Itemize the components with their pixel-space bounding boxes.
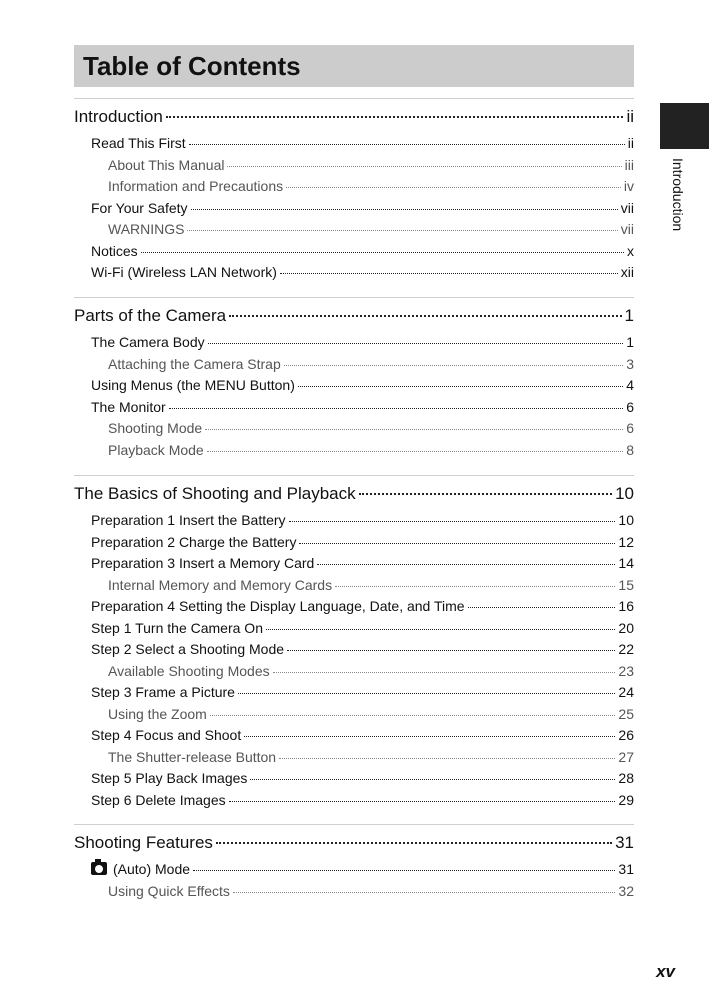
toc-entry-label (108, 706, 207, 722)
dot-leader (193, 870, 615, 871)
dot-leader (468, 607, 616, 608)
toc-entry-text: Using the Zoom (108, 705, 207, 722)
dot-leader (233, 892, 616, 893)
toc-entry-page: 25 (618, 705, 634, 722)
section-divider (74, 297, 634, 298)
toc-entry-page: 15 (618, 576, 634, 593)
toc-entry-page: 16 (618, 598, 634, 614)
toc-entry-label (91, 555, 314, 571)
dot-leader (298, 386, 623, 387)
toc-entry-text: Step 1 Turn the Camera On (91, 619, 263, 636)
toc-entry-text: Step 3 Frame a Picture (91, 684, 235, 700)
toc-entry-label (108, 356, 281, 372)
dot-leader (299, 543, 615, 544)
toc-entry-text: For Your Safety (91, 199, 188, 216)
dot-leader (191, 209, 618, 210)
toc-entry-text: Internal Memory and Memory Cards (108, 576, 333, 593)
toc-entry-text: Introduction (74, 107, 163, 126)
section-divider (74, 475, 634, 476)
dot-leader (280, 273, 618, 274)
toc-entry[interactable] (91, 377, 634, 397)
toc-entry-label (91, 334, 205, 350)
toc-entry-label (91, 727, 241, 743)
toc-entry-text: The Basics of Shooting and Playback (74, 484, 356, 503)
dot-leader (216, 842, 612, 844)
toc-entry[interactable] (91, 684, 634, 704)
toc-subentry[interactable] (108, 663, 634, 683)
toc-entry-page: 32 (618, 882, 634, 899)
toc-section-heading[interactable] (74, 484, 634, 506)
dot-leader (229, 801, 616, 802)
toc-entry-page: 10 (615, 484, 634, 503)
dot-leader (169, 408, 624, 409)
toc-subentry[interactable] (108, 883, 634, 903)
toc-entry-page: 3 (626, 355, 634, 372)
toc-entry-page: vii (620, 221, 634, 237)
dot-leader (279, 758, 615, 759)
toc-entry-label (91, 598, 465, 614)
toc-entry-label (91, 620, 263, 636)
toc-entry-text: Shooting Mode (108, 420, 203, 436)
toc-entry-page: 10 (618, 512, 634, 528)
dot-leader (187, 230, 617, 231)
dot-leader (287, 650, 615, 651)
page-title: Table of Contents (83, 51, 301, 81)
dot-leader (244, 736, 615, 737)
toc-entry-page: 12 (618, 533, 634, 550)
toc-entry[interactable] (91, 200, 634, 220)
section-divider (74, 824, 634, 825)
toc-entry-page: 6 (626, 420, 634, 436)
toc-section-heading[interactable] (74, 833, 634, 855)
toc-section-heading[interactable] (74, 306, 634, 328)
dot-leader (238, 693, 615, 694)
toc-entry-label (91, 861, 190, 877)
toc-entry-text: Preparation 4 Setting the Display Language, Date, and Time (91, 598, 465, 614)
dot-leader (289, 521, 616, 522)
toc-entry-text: WARNINGS (108, 221, 185, 237)
toc-entry[interactable] (91, 727, 634, 747)
toc-entry-text: The Monitor (91, 398, 166, 415)
toc-entry-label (74, 833, 213, 853)
dot-leader (266, 629, 615, 630)
toc-entry-text: The Camera Body (91, 334, 205, 350)
toc-entry-label (91, 770, 247, 786)
toc-entry-label (91, 684, 235, 700)
section-tab-marker (660, 103, 709, 149)
toc-entry-label (108, 749, 276, 765)
toc-entry-label (91, 641, 284, 657)
toc-entry-page: 27 (618, 748, 634, 765)
toc-entry-label (74, 484, 356, 504)
toc-entry-text: Shooting Features (74, 833, 213, 852)
toc-entry-label (91, 534, 296, 550)
toc-entry-text: Preparation 1 Insert the Battery (91, 512, 286, 528)
toc-entry-text: Playback Mode (108, 441, 204, 458)
toc-entry-label (91, 512, 286, 528)
toc-entry[interactable] (91, 243, 634, 263)
toc-entry-text: Using Menus (the MENU Button) (91, 377, 295, 393)
toc-entry-page: ii (627, 135, 634, 151)
toc-entry-label (91, 377, 295, 393)
toc-entry[interactable] (91, 641, 634, 661)
toc-entry-label (108, 442, 204, 458)
dot-leader (229, 315, 621, 317)
toc-entry-text: Using Quick Effects (108, 882, 230, 899)
dot-leader (207, 451, 623, 452)
toc-entry-page: 22 (618, 641, 634, 657)
toc-entry-page: 1 (624, 306, 634, 325)
camera-icon (91, 862, 107, 875)
dot-leader (227, 166, 621, 167)
toc-entry-label (74, 107, 163, 127)
toc-subentry[interactable] (108, 442, 634, 462)
toc-entry-label (108, 663, 270, 679)
dot-leader (189, 144, 625, 145)
dot-leader (317, 564, 615, 565)
toc-entry-text: Step 6 Delete Images (91, 791, 226, 808)
toc-entry-page: 20 (618, 619, 634, 636)
toc-entry-text: Notices (91, 242, 138, 259)
toc-entry-page: 29 (618, 791, 634, 808)
toc-entry-text: Parts of the Camera (74, 306, 227, 325)
toc-entry-label (108, 577, 332, 593)
toc-entry[interactable] (91, 792, 634, 812)
toc-entry-label (91, 264, 277, 280)
toc-entry-page: vii (620, 199, 634, 216)
toc-entry-page: iv (623, 178, 634, 194)
toc-entry-label (108, 420, 202, 436)
section-divider (74, 98, 634, 99)
dot-leader (166, 116, 624, 118)
toc-entry-label (108, 178, 283, 194)
toc-entry-text: Read This First (91, 135, 186, 151)
toc-subentry[interactable] (108, 706, 634, 726)
toc-entry-text: Available Shooting Modes (108, 662, 270, 679)
dot-leader (208, 343, 624, 344)
toc-subentry[interactable] (108, 356, 634, 376)
toc-entry-text: The Shutter-release Button (108, 748, 277, 765)
toc-subentry[interactable] (108, 178, 634, 198)
toc-entry-page: 23 (618, 662, 634, 679)
toc-section-heading[interactable] (74, 107, 634, 129)
toc-entry-label (108, 883, 230, 899)
toc-entry-label (108, 157, 224, 173)
toc-entry-label (91, 243, 138, 259)
toc-entry-page: x (627, 242, 634, 259)
toc-entry-page: 31 (618, 861, 634, 877)
toc-entry-page: 28 (618, 770, 634, 786)
dot-leader (284, 365, 623, 366)
dot-leader (205, 429, 623, 430)
toc-entry[interactable] (91, 861, 634, 881)
toc-entry-text: Information and Precautions (108, 178, 284, 194)
toc-entry-page: 24 (618, 684, 634, 700)
toc-subentry[interactable] (108, 157, 634, 177)
dot-leader (359, 493, 612, 495)
toc-entry[interactable] (91, 135, 634, 155)
dot-leader (141, 252, 624, 253)
side-tab-label: Introduction (670, 158, 686, 232)
dot-leader (335, 586, 615, 587)
toc-entry-text: About This Manual (108, 156, 225, 173)
toc-entry[interactable] (91, 334, 634, 354)
dot-leader (286, 187, 621, 188)
toc-entry-text: Step 4 Focus and Shoot (91, 727, 242, 743)
toc-entry-label (91, 399, 166, 415)
toc-entry-label (91, 135, 186, 151)
toc-entry-page: 6 (626, 398, 634, 415)
toc-entry-page: ii (626, 107, 634, 126)
toc-entry[interactable] (91, 555, 634, 575)
toc-entry-page: 4 (626, 377, 634, 393)
toc-entry-text: Preparation 3 Insert a Memory Card (91, 555, 315, 571)
toc-entry-text: (Auto) Mode (113, 861, 191, 877)
toc-entry-page: 8 (626, 441, 634, 458)
toc-entry-text: Step 5 Play Back Images (91, 770, 248, 786)
toc-entry-page: 31 (615, 833, 634, 852)
toc-entry-label (91, 792, 226, 808)
page-number: xv (656, 962, 675, 981)
toc-entry-page: xii (620, 264, 634, 280)
toc-entry-page: 26 (618, 727, 634, 743)
toc-entry[interactable] (91, 620, 634, 640)
toc-entry-text: Step 2 Select a Shooting Mode (91, 641, 285, 657)
dot-leader (210, 715, 616, 716)
toc-entry-text: Attaching the Camera Strap (108, 355, 281, 372)
toc-entry-page: 14 (618, 555, 634, 571)
toc-entry[interactable] (91, 399, 634, 419)
toc-entry-text: Preparation 2 Charge the Battery (91, 533, 297, 550)
toc-subentry[interactable] (108, 749, 634, 769)
toc-entry-page: 1 (626, 334, 634, 350)
toc-entry[interactable] (91, 534, 634, 554)
dot-leader (273, 672, 616, 673)
toc-entry-label (108, 221, 184, 237)
title-bar (74, 45, 634, 87)
toc-entry[interactable] (91, 770, 634, 790)
toc-subentry[interactable] (108, 577, 634, 597)
toc-entry[interactable] (91, 512, 634, 532)
toc-subentry[interactable] (108, 221, 634, 241)
dot-leader (250, 779, 615, 780)
toc-entry-label (74, 306, 226, 326)
toc-entry[interactable] (91, 264, 634, 284)
toc-entry-text: Wi-Fi (Wireless LAN Network) (91, 264, 277, 280)
toc-entry-label (91, 200, 188, 216)
toc-entry[interactable] (91, 598, 634, 618)
toc-entry-page: iii (624, 156, 634, 173)
toc-subentry[interactable] (108, 420, 634, 440)
